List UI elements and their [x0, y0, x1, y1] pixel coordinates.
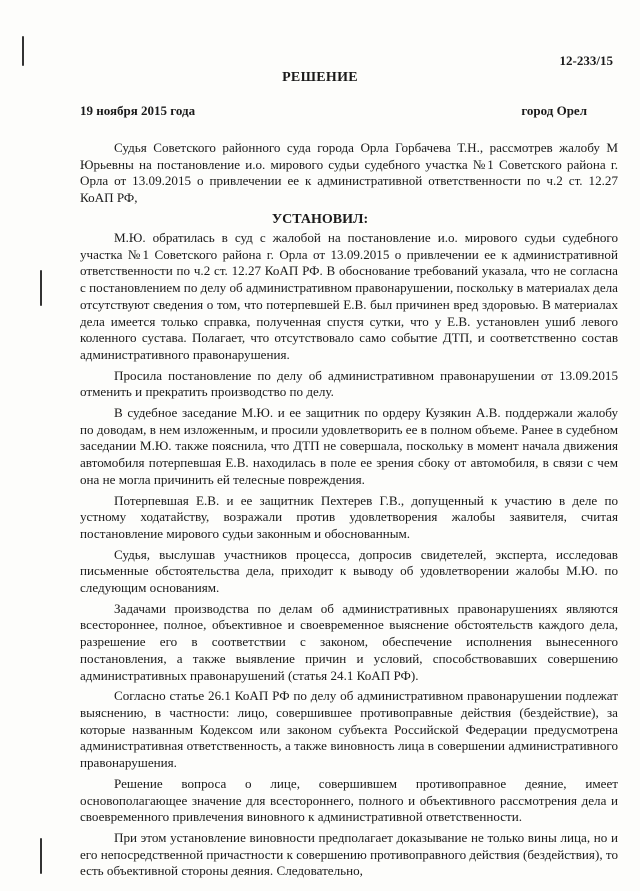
paragraph: Просила постановление по делу об административном правонарушении от 13.09.2015 отменить и прекратить производство по делу.: [80, 367, 618, 400]
paragraph: Согласно статье 26.1 КоАП РФ по делу об административном правонарушении подлежат выяснению, в частности: лицо, совершившее противоправные действия (бездействие), за которые названным Кодексом или законом субъекта Российской Федерации предусмотрена административная ответственность, а также виновность лица в совершении административного правонарушения.: [80, 688, 618, 771]
intro-block: [80, 140, 618, 207]
paragraph: В судебное заседание М.Ю. и ее защитник по ордеру Кузякин А.В. поддержали жалобу по доводам, в нем изложенным, и просили удовлетворить ее в полном объеме. Ранее в судебном заседании М.Ю. также пояснила, что ДТП не совершала, поскольку в момент начала движения автомобиля потерпевшая Е.В. находилась в поле ее зрения сбоку от автомобиля, в связи с чем она не могла причинить ей телесные повреждения.: [80, 405, 618, 487]
section-heading: УСТАНОВИЛ:: [271, 212, 369, 227]
intro-paragraph: Судья Советского районного суда города Орла Горбачева Т.Н., рассмотрев жалобу М Юрьевны на постановление и.о. мирового судьи судебного участка №1 Советского района г. Орла от 13.09.2015 о привлечении ее к административной ответственности по ч.2 ст. 12.27 КоАП РФ,: [80, 140, 618, 206]
paragraph: При этом установление виновности предполагает доказывание не только вины лица, но и его непосредственной причастности к совершению противоправного действия (бездействия), то есть объективной стороны деяния. Следовательно,: [80, 829, 618, 879]
case-number: 12-233/15: [559, 53, 613, 68]
paragraph: Судья, выслушав участников процесса, допросив свидетелей, эксперта, исследовав письменные обстоятельства дела, приходит к выводу об удовлетворении жалобы М.Ю. по следующим основаниям.: [80, 546, 618, 596]
paragraph: Потерпевшая Е.В. и ее защитник Пехтерев Г.В., допущенный к участию в деле по устному ходатайству, возражали против удовлетворения жалобы заявителя, считая постановление мирового судьи законным и обоснованным.: [80, 492, 618, 541]
paragraph: Задачами производства по делам об административных правонарушениях являются всестороннее, полное, объективное и своевременное выяснение обстоятельств каждого дела, разрешение его в соответствии с законом, обеспечение исполнения вынесенного постановления, а также выявление причин и условий, способствовавших совершению административных правонарушений (статья 24.1 КоАП РФ).: [80, 600, 618, 683]
main-text: [80, 230, 618, 884]
margin-mark: [40, 270, 42, 306]
margin-mark: [22, 36, 24, 66]
margin-mark: [40, 838, 42, 874]
paragraph: М.Ю. обратилась в суд с жалобой на постановление и.о. мирового судьи судебного участка №1 Советского района г. Орла от 13.09.2015 о привлечении ее к административной ответственности по ч.2 ст. 12.27 КоАП РФ. В обоснование требований указала, что не согласна с постановлением по делу об административном правонарушении, поскольку в материалах дела отсутствуют сведения о том, что потерпевшей Е.В. был причинен вред здоровью. В материалах дела имеется только справка, полученная спустя сутки, что у Е.В. установлен ушиб левого коленного сустава. Полагает, что отсутствовало само событие ДТП, и соответственно состав административного правонарушения.: [80, 230, 618, 362]
document-date: 19 ноября 2015 года: [80, 103, 196, 118]
document-title: РЕШЕНИЕ: [282, 70, 358, 85]
document-city: город Орел: [521, 103, 587, 118]
paragraph: Решение вопроса о лице, совершившем противоправное деяние, имеет основополагающее значение для всестороннего, полного и объективного рассмотрения дела и своевременного привлечения виновного к административной ответственности.: [80, 775, 618, 825]
